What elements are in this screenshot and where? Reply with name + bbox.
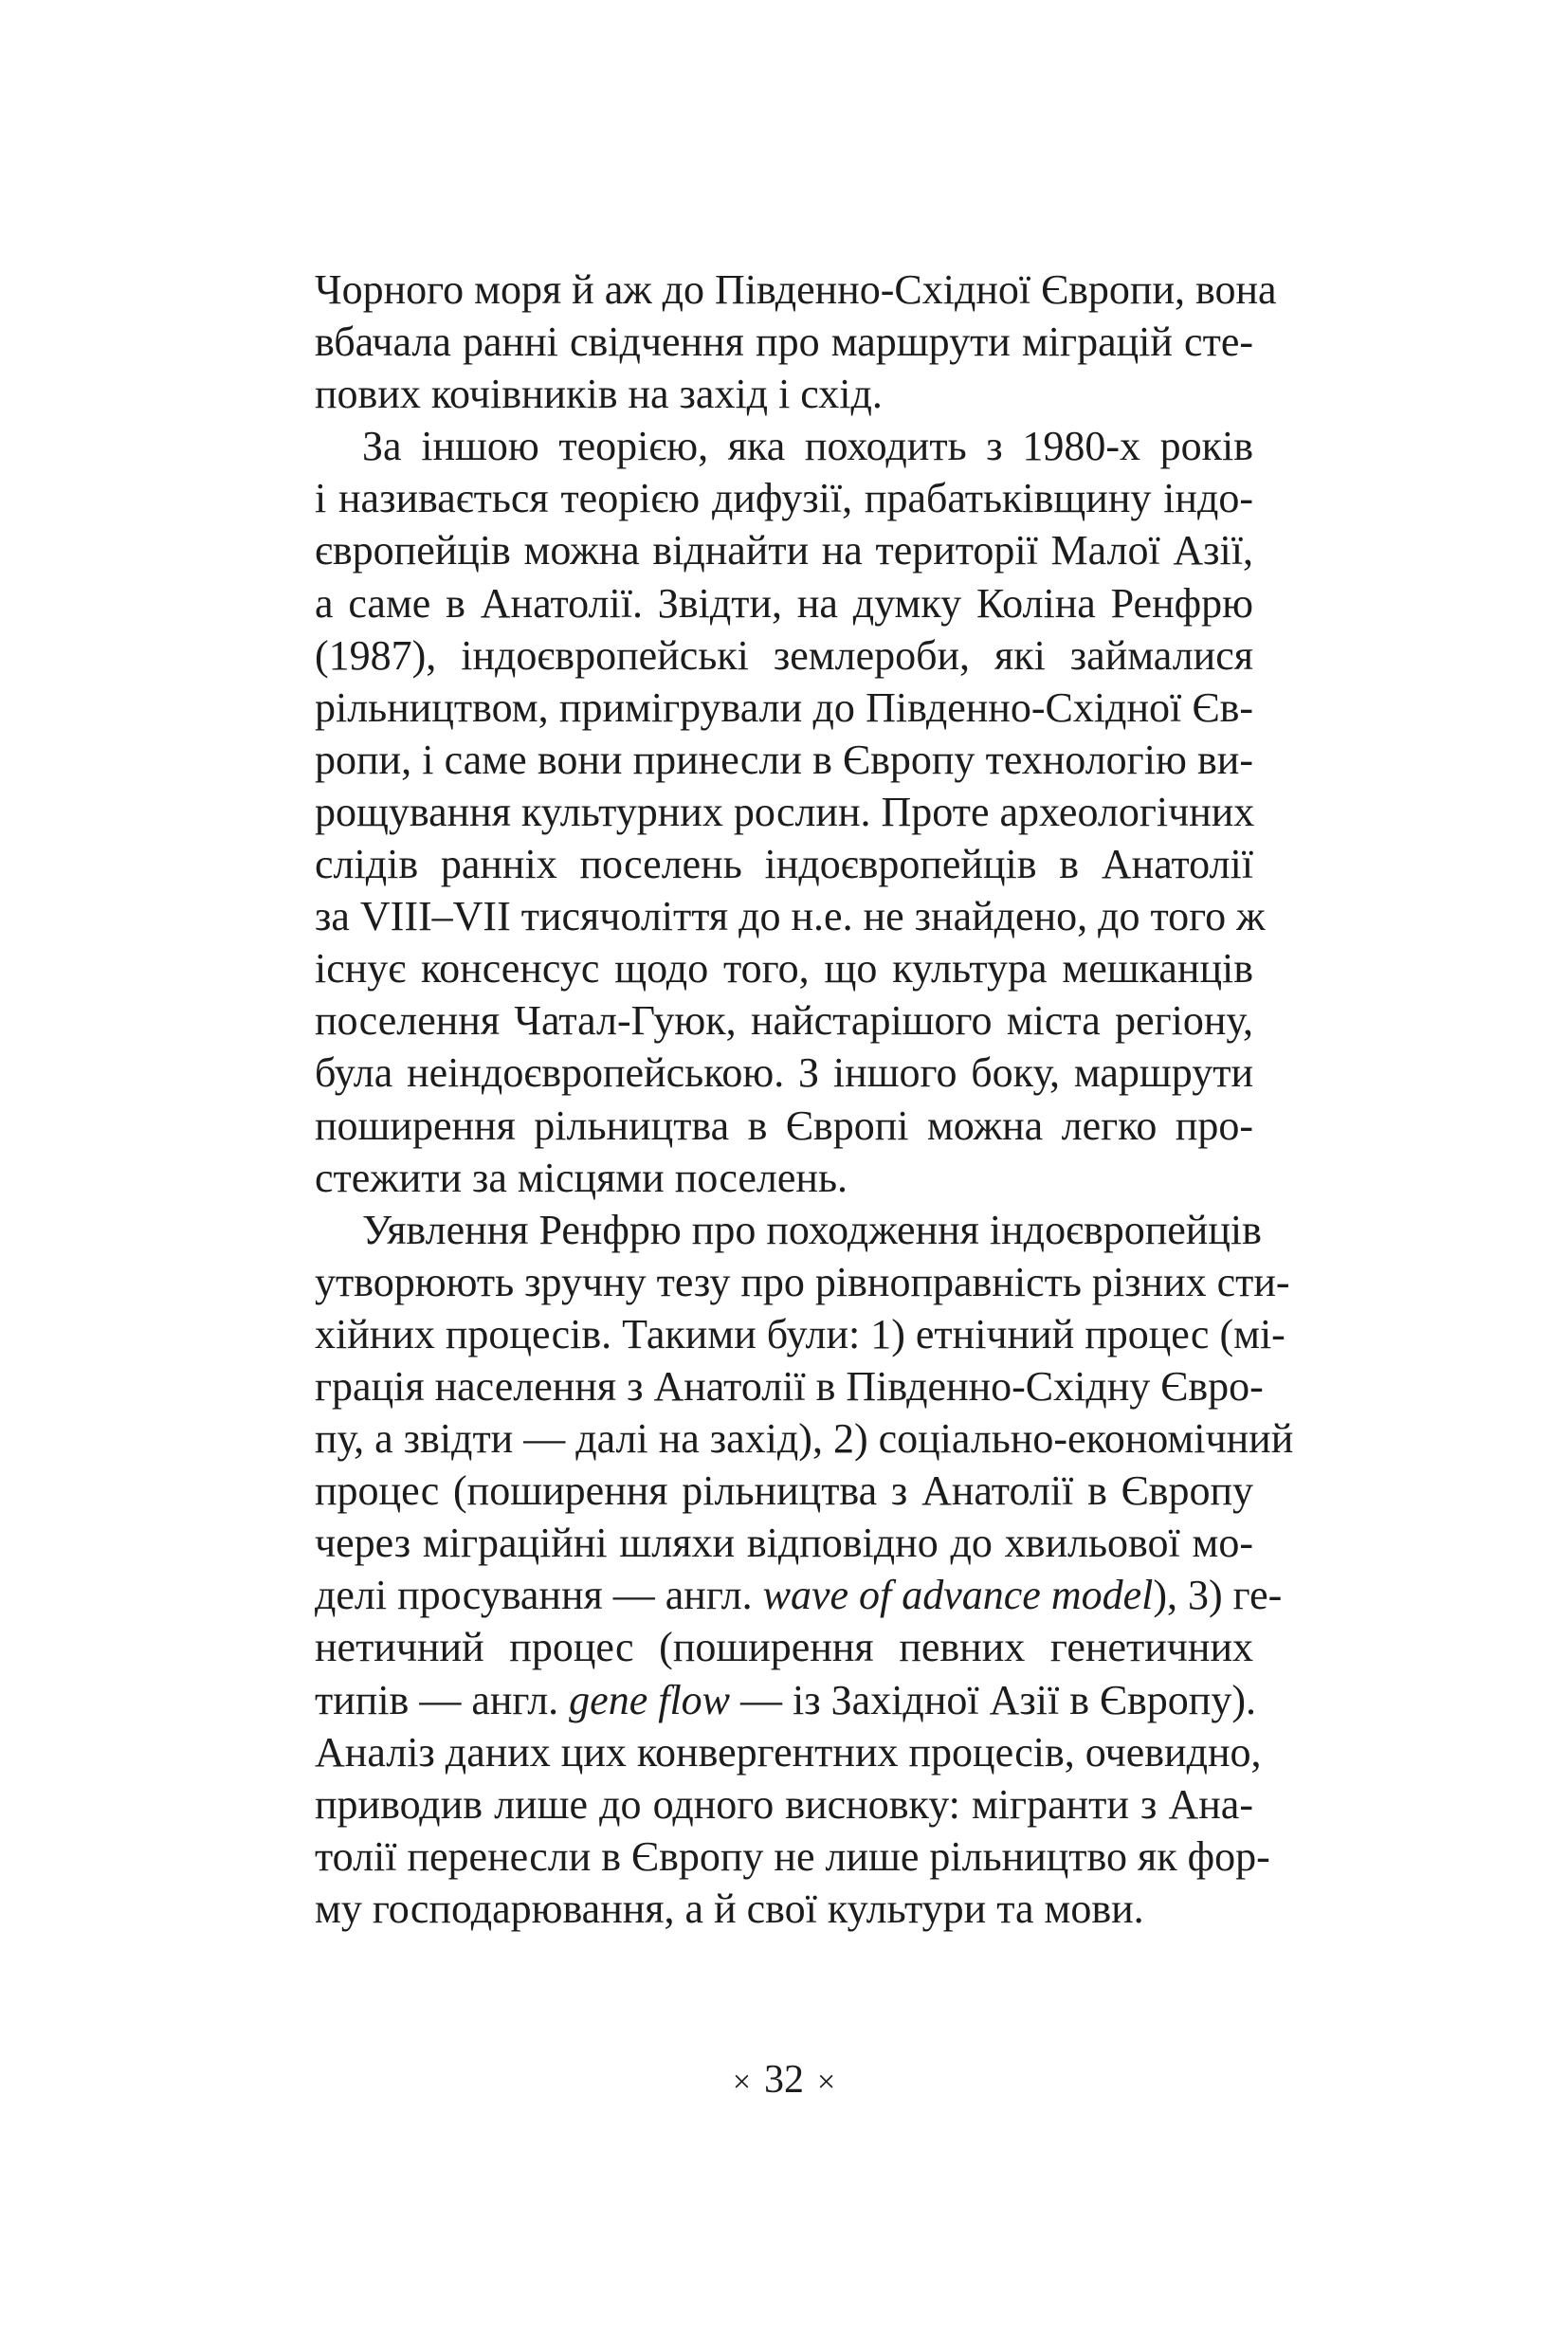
text-run: ), 3) ге-	[1153, 1572, 1283, 1619]
text-line: Уявлення Ренфрю про походження індоєвропейців	[362, 1206, 1262, 1253]
paragraph	[315, 420, 1266, 1203]
text-line: через міграційні шляхи відповідно до хвильової мо-	[315, 1520, 1253, 1567]
text-line: За іншою теорією, яка походить з 1980-х років	[362, 423, 1253, 470]
italic-term: wave of advance model	[762, 1572, 1154, 1619]
text-line: рощування культурних рослин. Проте археологічних	[315, 788, 1255, 835]
text-run: — із Західної Азії в Європу).	[730, 1676, 1256, 1723]
text-line: пу, а звідти — далі на захід), 2) соціально-економічний	[315, 1415, 1294, 1463]
paragraph	[315, 1204, 1294, 1935]
text-line: приводив лише до одного висновку: мігранти з Ана-	[315, 1780, 1253, 1828]
text-line: нетичний процес (поширення певних генетичних	[315, 1624, 1253, 1671]
text-line: існує консенсус щодо того, що культура мешканців	[315, 945, 1253, 993]
page-number: 32	[764, 2058, 804, 2102]
text-line	[315, 1674, 1256, 1726]
text-line: толії перенесли в Європу не лише рільництво як фор-	[315, 1832, 1270, 1880]
text-line: стежити за місцями поселень.	[315, 1154, 848, 1201]
text-line: хійних процесів. Такими були: 1) етнічний процес (мі-	[315, 1310, 1285, 1357]
italic-term: gene flow	[569, 1676, 731, 1723]
text-line: рільництвом, примігрували до Південно-Східної Єв-	[315, 683, 1253, 731]
text-line: а саме в Анатолії. Звідти, на думку Коліна Ренфрю	[315, 579, 1253, 627]
text-line: (1987), індоєвропейські землероби, які займалися	[315, 631, 1253, 679]
paragraph	[315, 264, 1277, 420]
text-line: поширення рільництва в Європі можна легко про-	[315, 1102, 1253, 1149]
text-line: пових кочівників на захід і схід.	[315, 371, 883, 418]
text-line: за VIII–VII тисячоліття до н.е. не знайдено, до того ж	[315, 893, 1266, 940]
text-line: була неіндоєвропейською. З іншого боку, маршрути	[315, 1049, 1253, 1097]
page-text-block	[315, 264, 1294, 1935]
text-line: і називається теорією дифузії, прабатьківщину індо-	[315, 475, 1253, 522]
text-line: ропи, і саме вони принесли в Європу технологію ви-	[315, 736, 1253, 783]
text-line	[315, 1569, 1283, 1621]
text-line: Чорного моря й аж до Південно-Східної Європи, вона	[315, 266, 1277, 313]
text-run: делі просування — англ.	[315, 1572, 763, 1619]
text-line: поселення Чатал-Гуюк, найстарішого міста регіону,	[315, 997, 1253, 1045]
page-footer	[0, 2056, 1568, 2106]
text-line: слідів ранніх поселень індоєвропейців в Анатолії	[315, 841, 1253, 888]
text-line: утворюють зручну тезу про рівноправність різних сти-	[315, 1258, 1290, 1305]
text-line: європейців можна віднайти на території Малої Азії,	[315, 527, 1253, 574]
text-line: Аналіз даних цих конвергентних процесів, очевидно,	[315, 1728, 1262, 1776]
folio-ornament-left: ×	[732, 2065, 751, 2100]
folio-ornament-right: ×	[817, 2065, 836, 2100]
text-line: му господарювання, а й свої культури та мови.	[315, 1885, 1144, 1932]
text-run: типів — англ.	[315, 1676, 570, 1723]
text-line: процес (поширення рільництва з Анатолії в Європу	[315, 1467, 1253, 1515]
text-line: грація населення з Анатолії в Південно-Східну Євро-	[315, 1362, 1264, 1410]
text-line: вбачала ранні свідчення про маршрути міграцій сте-	[315, 319, 1253, 366]
